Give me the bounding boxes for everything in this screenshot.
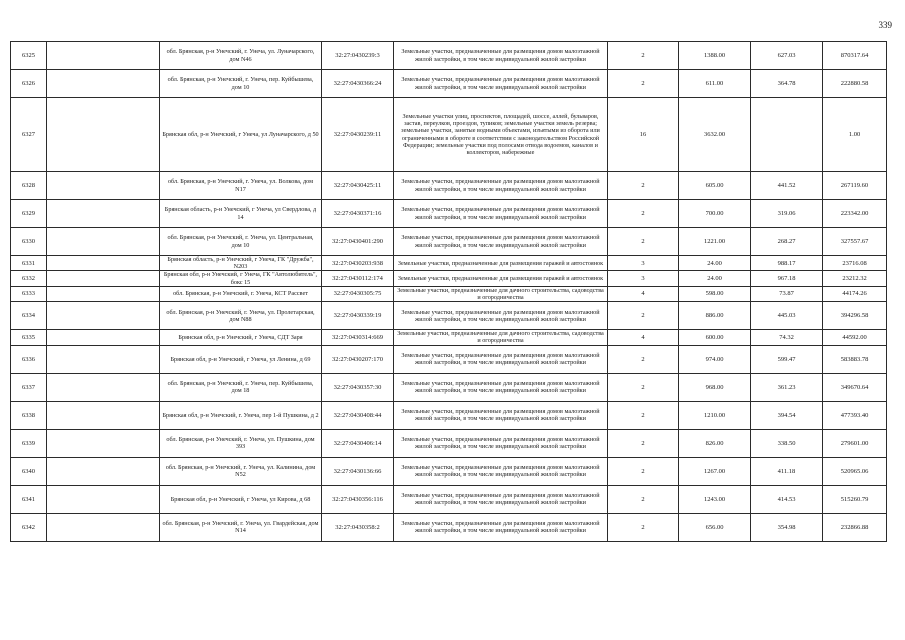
row-number: 6342 (11, 513, 47, 541)
table-row (11, 429, 887, 457)
row-number: 6334 (11, 302, 47, 330)
row-area: 1210.00 (679, 401, 751, 429)
row-group-code: 2 (608, 485, 679, 513)
table-row (11, 271, 887, 286)
row-specific-value: 364.78 (751, 70, 823, 98)
row-address: обл. Брянская, р-н Унечский, г. Унеча, ул. Луначарского, дом N46 (160, 42, 322, 70)
row-specific-value: 967.18 (751, 271, 823, 286)
row-number: 6329 (11, 200, 47, 228)
row-blank-cell (47, 286, 160, 301)
row-address: обл. Брянская, р-н Унечский, г. Унеча, ул. Калинина, дом N52 (160, 457, 322, 485)
row-number: 6339 (11, 429, 47, 457)
row-cadastral-value: 23716.08 (823, 256, 887, 271)
row-address: Брянская обл, р-н Унечский, г Унеча, СДТ Заря (160, 330, 322, 345)
row-group-code: 4 (608, 286, 679, 301)
row-number: 6328 (11, 172, 47, 200)
row-area: 968.00 (679, 373, 751, 401)
table-row (11, 373, 887, 401)
row-cadastral-value: 44592.00 (823, 330, 887, 345)
row-address: Брянская обл, р-н Унечский, г Унеча, ул Кирова, д 68 (160, 485, 322, 513)
row-cadastral-value: 583883.78 (823, 345, 887, 373)
row-group-code: 2 (608, 429, 679, 457)
table-row (11, 457, 887, 485)
row-blank-cell (47, 457, 160, 485)
row-cadastral-number: 32:27:0430112:174 (322, 271, 394, 286)
row-specific-value: 354.98 (751, 513, 823, 541)
row-specific-value: 338.50 (751, 429, 823, 457)
row-cadastral-number: 32:27:0430203:938 (322, 256, 394, 271)
row-group-code: 2 (608, 513, 679, 541)
row-address: Брянская область, р-н Унечский, г Унеча, ГК "Дружба", N203 (160, 256, 322, 271)
table-row (11, 513, 887, 541)
row-blank-cell (47, 401, 160, 429)
row-cadastral-number: 32:27:0430305:75 (322, 286, 394, 301)
row-number: 6336 (11, 345, 47, 373)
row-group-code: 2 (608, 345, 679, 373)
row-area: 24.00 (679, 256, 751, 271)
row-group-code: 2 (608, 42, 679, 70)
row-address: Брянская обл, р-н Унечский, г Унеча, ГК "Автолюбитель", бокс 15 (160, 271, 322, 286)
row-group-code: 2 (608, 228, 679, 256)
row-specific-value: 627.03 (751, 42, 823, 70)
row-specific-value: 599.47 (751, 345, 823, 373)
row-area: 700.00 (679, 200, 751, 228)
row-specific-value (751, 98, 823, 172)
cadastral-value-table (10, 41, 887, 542)
row-number: 6335 (11, 330, 47, 345)
row-specific-value: 414.53 (751, 485, 823, 513)
row-blank-cell (47, 485, 160, 513)
row-address: Брянская обл, р-н Унечский, г. Унеча, пер 1-й Пушкина, д 2 (160, 401, 322, 429)
row-land-use-description: Земельные участки, предназначенные для размещения гаражей и автостоянок (394, 271, 608, 286)
row-cadastral-number: 32:27:0430339:19 (322, 302, 394, 330)
table-row (11, 200, 887, 228)
row-specific-value: 441.52 (751, 172, 823, 200)
row-blank-cell (47, 228, 160, 256)
row-specific-value: 74.32 (751, 330, 823, 345)
row-cadastral-number: 32:27:0430136:66 (322, 457, 394, 485)
row-area: 1243.00 (679, 485, 751, 513)
table-row (11, 228, 887, 256)
row-number: 6333 (11, 286, 47, 301)
row-address: обл. Брянская, р-н Унечский, г. Унеча, ул. Волкова, дом N17 (160, 172, 322, 200)
row-address: обл. Брянская, р-н Унечский, г. Унеча, ул. Центральная, дом 10 (160, 228, 322, 256)
row-number: 6331 (11, 256, 47, 271)
table-row (11, 302, 887, 330)
table-row (11, 401, 887, 429)
row-land-use-description: Земельные участки, предназначенные для размещения гаражей и автостоянок (394, 256, 608, 271)
row-address: обл. Брянская, р-н Унечский, г. Унеча, пер. Куйбышева, дом 18 (160, 373, 322, 401)
row-cadastral-value: 515260.79 (823, 485, 887, 513)
row-number: 6326 (11, 70, 47, 98)
row-address: обл. Брянская, р-н Унечский, г. Унеча, КСТ Рассвет (160, 286, 322, 301)
row-blank-cell (47, 70, 160, 98)
row-address: обл. Брянская, р-н Унечский, г. Унеча, ул. Пушкина, дом 39З (160, 429, 322, 457)
row-blank-cell (47, 256, 160, 271)
row-blank-cell (47, 98, 160, 172)
row-cadastral-number: 32:27:0430425:11 (322, 172, 394, 200)
row-land-use-description: Земельные участки, предназначенные для размещения домов малоэтажной жилой застройки, в том числе индивидуальной жилой застройки (394, 200, 608, 228)
table-row (11, 172, 887, 200)
row-blank-cell (47, 330, 160, 345)
row-area: 1267.00 (679, 457, 751, 485)
row-group-code: 2 (608, 172, 679, 200)
row-land-use-description: Земельные участки улиц, проспектов, площадей, шоссе, аллей, бульваров, застав, переулков, проездов, тупиков; земельные участки земель резерва; земельные участки, занятые водными объектами, изъятыми из оборота или ограниченными в обороте в соответствии с законодательством Российской Федерации; земельные участки под полосами отвода водоемов, каналов и коллекторов, набережные (394, 98, 608, 172)
row-specific-value: 319.06 (751, 200, 823, 228)
table-row (11, 330, 887, 345)
row-cadastral-value: 44174.26 (823, 286, 887, 301)
row-cadastral-number: 32:27:0430239:11 (322, 98, 394, 172)
row-specific-value: 394.54 (751, 401, 823, 429)
table-row (11, 98, 887, 172)
table-row (11, 42, 887, 70)
row-specific-value: 73.87 (751, 286, 823, 301)
row-cadastral-number: 32:27:0430366:24 (322, 70, 394, 98)
row-cadastral-value: 222880.58 (823, 70, 887, 98)
row-number: 6340 (11, 457, 47, 485)
row-land-use-description: Земельные участки, предназначенные для размещения домов малоэтажной жилой застройки, в том числе индивидуальной жилой застройки (394, 513, 608, 541)
row-number: 6327 (11, 98, 47, 172)
row-area: 974.00 (679, 345, 751, 373)
row-area: 24.00 (679, 271, 751, 286)
row-number: 6325 (11, 42, 47, 70)
row-blank-cell (47, 172, 160, 200)
row-area: 1388.00 (679, 42, 751, 70)
row-cadastral-number: 32:27:0430358:2 (322, 513, 394, 541)
row-land-use-description: Земельные участки, предназначенные для размещения домов малоэтажной жилой застройки, в том числе индивидуальной жилой застройки (394, 485, 608, 513)
row-area: 600.00 (679, 330, 751, 345)
row-cadastral-number: 32:27:0430357:30 (322, 373, 394, 401)
row-blank-cell (47, 200, 160, 228)
row-address: Брянская обл, р-н Унечский, г Унеча, ул Луначарского, д 50 (160, 98, 322, 172)
row-cadastral-value: 279601.00 (823, 429, 887, 457)
row-address: Брянская область, р-н Унечский, г Унеча, ул Свердлова, д 14 (160, 200, 322, 228)
row-area: 605.00 (679, 172, 751, 200)
row-blank-cell (47, 429, 160, 457)
table-body (11, 42, 887, 542)
row-specific-value: 268.27 (751, 228, 823, 256)
row-area: 611.00 (679, 70, 751, 98)
row-cadastral-number: 32:27:0430356:116 (322, 485, 394, 513)
row-cadastral-value: 520965.06 (823, 457, 887, 485)
row-land-use-description: Земельные участки, предназначенные для размещения домов малоэтажной жилой застройки, в том числе индивидуальной жилой застройки (394, 345, 608, 373)
row-cadastral-value: 23212.32 (823, 271, 887, 286)
row-blank-cell (47, 513, 160, 541)
row-land-use-description: Земельные участки, предназначенные для дачного строительства, садоводства и огородничества (394, 330, 608, 345)
row-cadastral-value: 267119.60 (823, 172, 887, 200)
row-land-use-description: Земельные участки, предназначенные для дачного строительства, садоводства и огородничества (394, 286, 608, 301)
table-row (11, 345, 887, 373)
row-group-code: 2 (608, 373, 679, 401)
table-row (11, 256, 887, 271)
row-land-use-description: Земельные участки, предназначенные для размещения домов малоэтажной жилой застройки, в том числе индивидуальной жилой застройки (394, 457, 608, 485)
row-group-code: 16 (608, 98, 679, 172)
row-blank-cell (47, 302, 160, 330)
table-row (11, 70, 887, 98)
row-cadastral-number: 32:27:0430406:14 (322, 429, 394, 457)
row-area: 1221.00 (679, 228, 751, 256)
row-number: 6332 (11, 271, 47, 286)
row-number: 6337 (11, 373, 47, 401)
row-group-code: 2 (608, 401, 679, 429)
row-group-code: 2 (608, 302, 679, 330)
row-blank-cell (47, 271, 160, 286)
row-group-code: 2 (608, 457, 679, 485)
row-specific-value: 988.17 (751, 256, 823, 271)
row-land-use-description: Земельные участки, предназначенные для размещения домов малоэтажной жилой застройки, в том числе индивидуальной жилой застройки (394, 228, 608, 256)
row-group-code: 2 (608, 200, 679, 228)
row-land-use-description: Земельные участки, предназначенные для размещения домов малоэтажной жилой застройки, в том числе индивидуальной жилой застройки (394, 42, 608, 70)
row-area: 598.00 (679, 286, 751, 301)
row-land-use-description: Земельные участки, предназначенные для размещения домов малоэтажной жилой застройки, в том числе индивидуальной жилой застройки (394, 302, 608, 330)
row-cadastral-number: 32:27:0430408:44 (322, 401, 394, 429)
row-address: Брянская обл, р-н Унечский, г Унеча, ул Ленина, д 69 (160, 345, 322, 373)
row-cadastral-number: 32:27:0430207:170 (322, 345, 394, 373)
row-area: 656.00 (679, 513, 751, 541)
row-group-code: 3 (608, 271, 679, 286)
row-cadastral-value: 327557.67 (823, 228, 887, 256)
row-address: обл. Брянская, р-н Унечский, г. Унеча, пер. Куйбышева, дом 10 (160, 70, 322, 98)
row-specific-value: 445.03 (751, 302, 823, 330)
row-cadastral-value: 477393.40 (823, 401, 887, 429)
row-land-use-description: Земельные участки, предназначенные для размещения домов малоэтажной жилой застройки, в том числе индивидуальной жилой застройки (394, 401, 608, 429)
row-cadastral-value: 870317.64 (823, 42, 887, 70)
row-area: 3632.00 (679, 98, 751, 172)
row-number: 6330 (11, 228, 47, 256)
row-land-use-description: Земельные участки, предназначенные для размещения домов малоэтажной жилой застройки, в том числе индивидуальной жилой застройки (394, 172, 608, 200)
row-specific-value: 411.18 (751, 457, 823, 485)
row-cadastral-value: 394296.58 (823, 302, 887, 330)
table-row (11, 286, 887, 301)
row-specific-value: 361.23 (751, 373, 823, 401)
row-cadastral-value: 349670.64 (823, 373, 887, 401)
row-cadastral-value: 1.00 (823, 98, 887, 172)
row-land-use-description: Земельные участки, предназначенные для размещения домов малоэтажной жилой застройки, в том числе индивидуальной жилой застройки (394, 373, 608, 401)
row-land-use-description: Земельные участки, предназначенные для размещения домов малоэтажной жилой застройки, в том числе индивидуальной жилой застройки (394, 429, 608, 457)
row-number: 6338 (11, 401, 47, 429)
row-group-code: 3 (608, 256, 679, 271)
page-number: 339 (878, 20, 892, 30)
row-cadastral-number: 32:27:0430239:3 (322, 42, 394, 70)
row-area: 886.00 (679, 302, 751, 330)
row-address: обл. Брянская, р-н Унечский, г. Унеча, ул. Пролетарская, дом N88 (160, 302, 322, 330)
table-row (11, 485, 887, 513)
row-blank-cell (47, 345, 160, 373)
row-land-use-description: Земельные участки, предназначенные для размещения домов малоэтажной жилой застройки, в том числе индивидуальной жилой застройки (394, 70, 608, 98)
row-cadastral-value: 232866.88 (823, 513, 887, 541)
row-group-code: 4 (608, 330, 679, 345)
row-address: обл. Брянская, р-н Унечский, г. Унеча, ул. Гвардейская, дом N14 (160, 513, 322, 541)
row-cadastral-number: 32:27:0430314:669 (322, 330, 394, 345)
row-area: 826.00 (679, 429, 751, 457)
row-cadastral-number: 32:27:0430401:290 (322, 228, 394, 256)
row-cadastral-value: 223342.00 (823, 200, 887, 228)
row-cadastral-number: 32:27:0430371:16 (322, 200, 394, 228)
row-group-code: 2 (608, 70, 679, 98)
row-number: 6341 (11, 485, 47, 513)
row-blank-cell (47, 42, 160, 70)
row-blank-cell (47, 373, 160, 401)
